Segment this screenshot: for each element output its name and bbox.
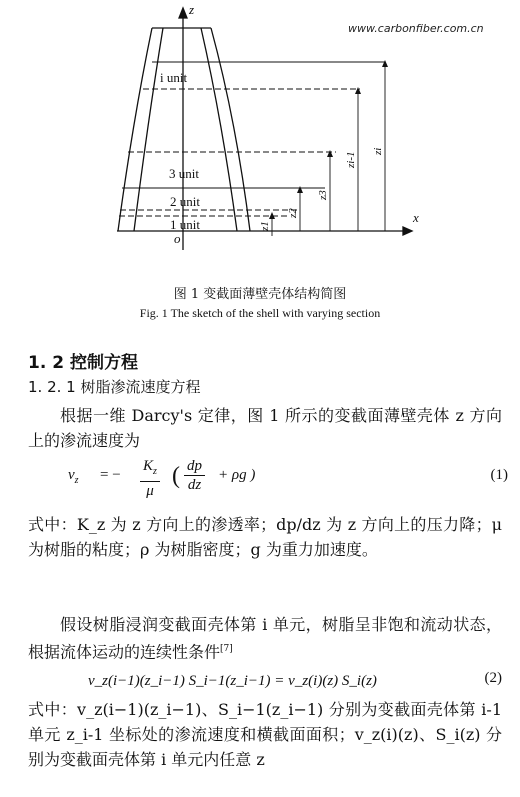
dim-zi: zi [372, 147, 384, 155]
origin-label: o [174, 231, 181, 246]
shell-left-outer [118, 28, 152, 231]
unit-label-3: 3 unit [169, 166, 199, 181]
paragraph-1: 根据一维 Darcy's 定律，图 1 所示的变截面薄壁壳体 z 方向上的渗流速度为 [28, 406, 502, 450]
shell-left-inner [134, 28, 163, 231]
z-axis-arrow [179, 8, 187, 18]
paragraph-3: 假设树脂浸润变截面壳体第 i 单元，树脂呈非饱和流动状态，根据流体运动的连续性条件[7] [28, 615, 502, 662]
unit-label-2: 2 unit [170, 194, 200, 209]
section-heading: 1. 2 控制方程 [28, 353, 138, 373]
unit-label-i: i unit [160, 70, 188, 85]
figure-caption-cn: 图 1 变截面薄壁壳体结构简图 [173, 287, 347, 302]
dim-z1: z1 [259, 221, 271, 231]
x-axis-arrow [403, 227, 412, 235]
paragraph-2: 式中：K_z 为 z 方向上的渗透率；dp/dz 为 z 方向上的压力降；μ 为树脂的粘度；ρ 为树脂密度；g 为重力加速度。 [28, 515, 502, 559]
dim-z3: z3 [317, 190, 329, 200]
z-axis-label: z [189, 2, 195, 17]
watermark-text: www.carbonfiber.com.cn [348, 22, 484, 35]
dim-zi-1: zi-1 [345, 151, 357, 168]
equation-2: v_z(i−1)(z_i−1) S_i−1(z_i−1) = v_z(i)(z) S_i(z) (2) [88, 670, 502, 689]
dim-z2: z2 [287, 208, 299, 218]
x-axis-label: x [413, 210, 419, 225]
shell-right-outer [211, 28, 250, 231]
figure-caption-en: Fig. 1 The sketch of the shell with varying section [139, 306, 381, 320]
shell-sketch-figure [0, 0, 520, 280]
equation-1: $v_z$ = − $\frac{K_z}{\mu}$ ( $\frac{dp}{dz}$ + ρg ) (1) [68, 458, 508, 499]
paragraph-4: 式中：v_z(i−1)(z_i−1)、S_i−1(z_i−1) 分别为变截面壳体第 i-1 单元 z_i-1 坐标处的渗流速度和横截面面积；v_z(i)(z)、S_i(z) 分别为变截面壳体第 i 单元内任意 z [28, 700, 502, 769]
unit-label-1: 1 unit [170, 217, 200, 232]
subsection-heading: 1. 2. 1 树脂渗流速度方程 [28, 378, 201, 396]
